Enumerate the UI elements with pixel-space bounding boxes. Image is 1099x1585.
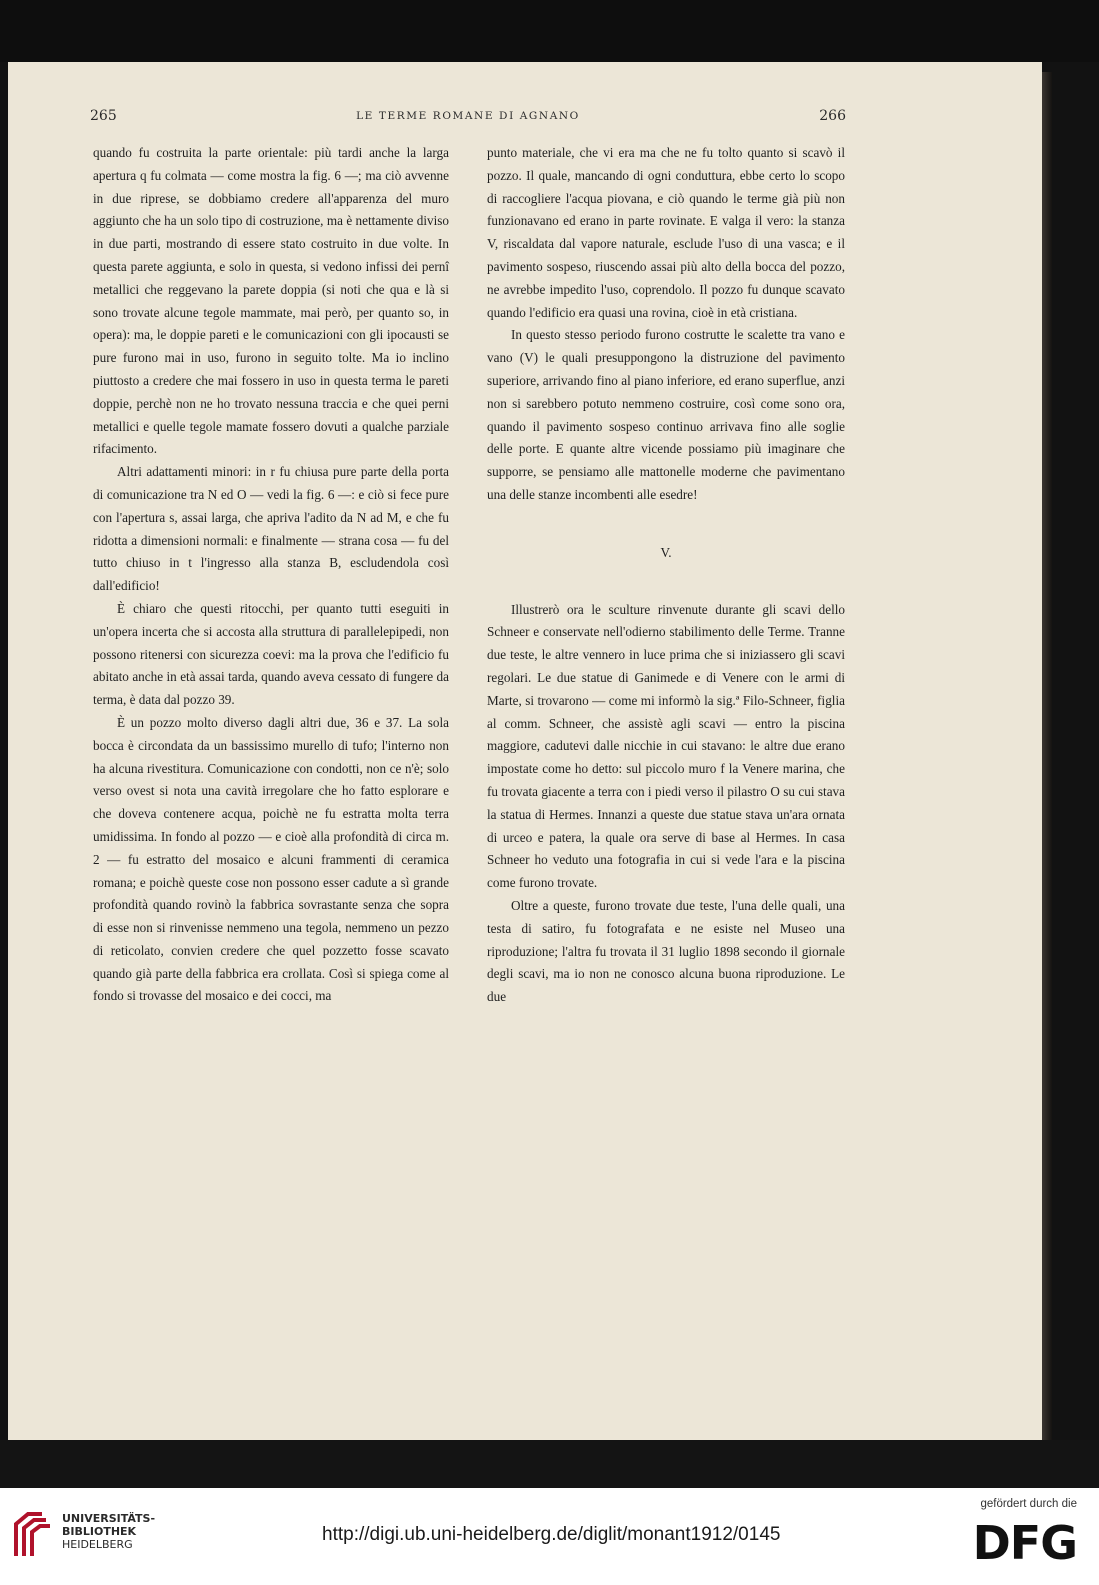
paragraph: In questo stesso periodo furono costrutte le scalette tra vano e vano (V) le quali presuppongono la distruzione del pavimento superiore, arrivando fino al piano inferiore, ed erano superflue, anzi non si sarebbero potuto nemmeno costruire, così come sono ora, quando il pavimento sospeso continuo arrivava fino alle soglie delle porte. E quante altre vicende possiamo più imaginare che supporre, se pensiamo alle mattonelle moderne che pavimentano una delle stanze incombenti alle esedre! xyxy=(487,327,845,502)
scan-background-bottom xyxy=(0,1440,1099,1488)
viewer-footer xyxy=(0,1488,1099,1585)
library-name-line: BIBLIOTHEK xyxy=(62,1525,137,1538)
right-page-number: 266 xyxy=(819,108,846,124)
funded-by-label: gefördert durch die xyxy=(980,1498,1077,1510)
right-text-column xyxy=(487,142,845,1009)
permalink-url[interactable]: http://digi.ub.uni-heidelberg.de/diglit/monant1912/0145 xyxy=(322,1524,781,1545)
library-city: HEIDELBERG xyxy=(62,1538,133,1551)
paragraph: Altri adattamenti minori: in r fu chiusa pure parte della porta di comunicazione tra N ed O — vedi la fig. 6 —: e ciò si fece pure con l'apertura s, assai larga, che apriva l'adito da N ad M, e che fu ridotta a dimensioni normali: e finalmente — strana cosa — fu del tutto chiuso in t l'ingresso alla stanza B, escludendola così dall'edificio! xyxy=(93,464,449,594)
paragraph: Illustrerò ora le sculture rinvenute durante gli scavi dello Schneer e conservate nell'odierno stabilimento delle Terme. Tranne due teste, le altre vennero in luce prima che si iniziassero gli scavi regolari. Le due statue di Ganimede e di Venere con le armi di Marte, si trovarono — come mi informò la sig.ª Filo-Schneer, figlia al comm. Schneer, che assistè agli scavi — entro la piscina maggiore, cadutevi dalle nicchie in cui stavano: le altre due erano impostate come ho detto: sul piccolo muro f la Venere marina, che fu trovata giacente a terra con i piedi verso il pilastro O su cui stava la statua di Hermes. Innanzi a queste due statue stava un'ara ornata di urceo e patera, la quale ora serve di base al Hermes. In casa Schneer ho veduto una fotografia in cui si vede l'ara e la piscina come furono trovate. xyxy=(487,601,845,891)
left-text-column xyxy=(93,142,449,1008)
paragraph: È chiaro che questi ritocchi, per quanto tutti eseguiti in un'opera incerta che si accosta alla struttura di parallelepipedi, non possono ritenersi con sicurezza coevi: ma la prova che l'edificio fu abitato anche in età assai tarda, quando aveva cessato di fungere da terma, è data dal pozzo 39. xyxy=(93,600,449,708)
scan-background-top xyxy=(0,0,1099,62)
paragraph: punto materiale, che vi era ma che ne fu tolto quanto si scavò il pozzo. Il quale, mancando di ogni conduttura, ebbe certo lo scopo di raccogliere l'acqua piovana, e ciò quando le terme già più non funzionavano ed erano in parte rovinate. E valga il vero: la stanza V, riscaldata dal vapore naturale, esclude l'uso di una vasca; e il pavimento sospeso, riuscendo assai più alto della bocca del pozzo, ne avrebbe impedito l'uso, coprendolo. Il pozzo fu dunque scavato quando l'edificio era quasi una rovina, cioè in età cristiana. xyxy=(487,145,845,320)
dfg-logo: DFG xyxy=(972,1516,1077,1570)
paragraph: È un pozzo molto diverso dagli altri due, 36 e 37. La sola bocca è circondata da un bassissimo murello di tufo; l'interno non ha alcuna rivestitura. Comunicazione con condotti, non ce n'è; solo verso ovest si nota una cavità irregolare che ho fatto esplorare e che doveva contenere acqua, poichè ne fu estratta molta terra umidissima. In fondo al pozzo — e cioè alla profondità di circa m. 2 — fu estratto del mosaico e alcuni frammenti di ceramica romana; e poichè queste cose non possono esser cadute a sì grande profondità quando rovinò la fabbrica sovrastante senza che sopra di esse non si rinvenisse nemmeno una tegola, nemmeno un pezzo di reticolato, convien credere che quel pozzetto fosse scavato quando già parte della fabbrica era crollata. Così si spiega come al fondo si trovasse del mosaico e dei cocci, ma xyxy=(93,714,449,1004)
running-title: LE TERME ROMANE DI AGNANO xyxy=(356,110,580,122)
library-logo-icon xyxy=(12,1510,54,1566)
paragraph: Oltre a queste, furono trovate due teste, l'una delle quali, una testa di satiro, fu fotografata e ne esiste nel Museo una riproduzione; l'altra fu trovata il 31 luglio 1898 secondo il giornale degli scavi, ma io non ne conosco alcuna buona riproduzione. Le due xyxy=(487,897,845,1005)
library-name xyxy=(62,1512,155,1551)
running-header xyxy=(90,108,846,130)
section-heading: V. xyxy=(660,544,672,560)
library-name-line: UNIVERSITÄTS- xyxy=(62,1512,156,1525)
page-edge-shadow xyxy=(1042,72,1052,1440)
paragraph: quando fu costruita la parte orientale: più tardi anche la larga apertura q fu colmata — come mostra la fig. 6 —; ma ciò avvenne in due riprese, se dobbiamo credere all'apparenza del muro aggiunto che ha un solo tipo di costruzione, ma è nettamente diviso in due parti, mostrando di essere stato costruito in due volte. In questa parete aggiunta, e solo in questa, si vedono infissi dei pernî metallici che reggevano la parete doppia (si noti che qua e là si sono trovate alcune tegole mammate, mai però, per quanto so, in opera): ma, le doppie pareti e le comunicazioni con gli ipocausti se pure furono mai in uso, furono in seguito tolte. Ma io inclino piuttosto a credere che mai fossero in uso in questa terma le pareti doppie, perchè non ne ho trovato nessuna traccia e che quei perni metallici e quelle tegole mamate fossero dovuti a qualche parziale rifacimento. xyxy=(93,145,449,457)
left-page-number: 265 xyxy=(90,108,117,124)
